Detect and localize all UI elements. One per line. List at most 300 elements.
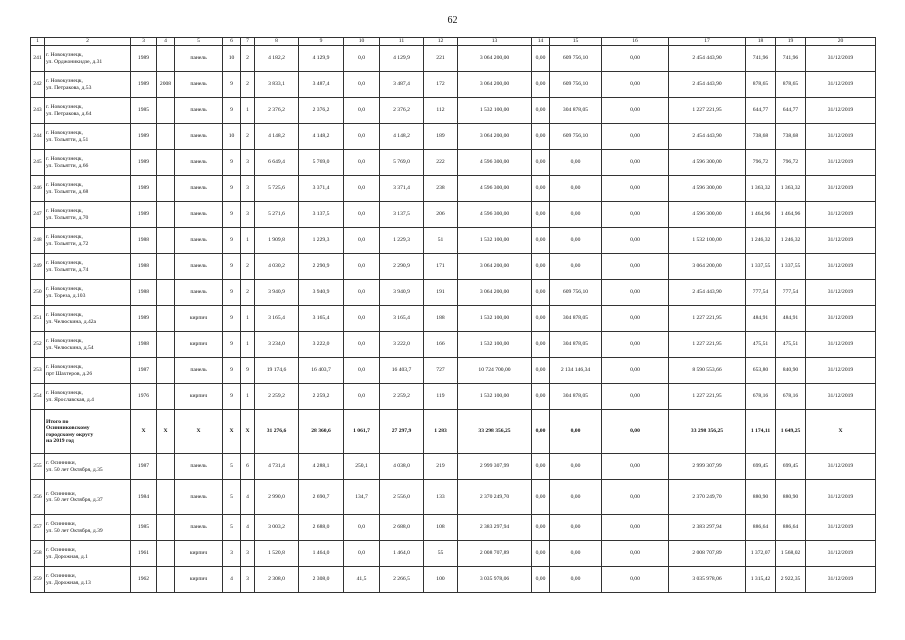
table-cell: 4: [241, 480, 255, 515]
table-cell: 33 298 356,25: [669, 410, 746, 454]
table-cell: 134,7: [344, 480, 380, 515]
table-cell: 304 878,05: [550, 98, 602, 124]
address-cell: г. Новокузнецк, ул. Тольятти, д.68: [45, 176, 131, 202]
table-cell: 1 363,32: [746, 176, 776, 202]
page-number: 62: [447, 15, 458, 26]
table-cell: 1989: [131, 124, 157, 150]
table-cell: 0,0: [344, 98, 380, 124]
table-cell: 0,00: [602, 567, 669, 593]
table-cell: 3 940,9: [299, 280, 344, 306]
table-cell: 5: [223, 454, 241, 480]
table-cell: 4 129,9: [299, 46, 344, 72]
table-cell: 0,00: [550, 541, 602, 567]
table-cell: 2 370 249,70: [458, 480, 532, 515]
table-cell: [157, 254, 175, 280]
table-cell: 257: [31, 515, 45, 541]
table-row: [31, 150, 876, 176]
table-cell: 2 688,0: [299, 515, 344, 541]
table-cell: 0,0: [344, 358, 380, 384]
table-row: [31, 454, 876, 480]
table-cell: 254: [31, 384, 45, 410]
table-cell: 1988: [131, 228, 157, 254]
table-cell: 3 487,4: [299, 72, 344, 98]
table-cell: 5 725,6: [255, 176, 299, 202]
table-cell: 2 999 307,99: [458, 454, 532, 480]
table-cell: 51: [424, 228, 458, 254]
table-cell: 3: [241, 150, 255, 176]
table-cell: [157, 358, 175, 384]
table-cell: 2 290,9: [380, 254, 424, 280]
table-cell: 28 360,6: [299, 410, 344, 454]
column-number-cell: 15: [550, 38, 602, 46]
table-cell: 0,00: [602, 480, 669, 515]
table-cell: 4 030,2: [255, 254, 299, 280]
table-cell: 31/12/2019: [806, 176, 876, 202]
address-cell: г. Новокузнецк, прт Шахтеров, д.26: [45, 358, 131, 384]
table-cell: 1989: [131, 176, 157, 202]
table-cell: 2 008 707,89: [458, 541, 532, 567]
table-cell: 5 769,0: [380, 150, 424, 176]
table-cell: 1: [241, 228, 255, 254]
table-cell: 1 649,25: [776, 410, 806, 454]
table-row: [31, 124, 876, 150]
table-cell: 0,0: [344, 541, 380, 567]
table-cell: 3: [223, 541, 241, 567]
address-cell: г. Новокузнецк, ул. Ярославская, д.4: [45, 384, 131, 410]
table-cell: 2 383 297,94: [458, 515, 532, 541]
table-cell: 3 487,4: [380, 72, 424, 98]
table-cell: 1988: [131, 280, 157, 306]
table-cell: 3 234,0: [255, 332, 299, 358]
table-cell: 9: [223, 202, 241, 228]
table-cell: панель: [175, 515, 223, 541]
table-cell: 699,45: [776, 454, 806, 480]
table-cell: 9: [223, 228, 241, 254]
table-cell: 1 315,42: [746, 567, 776, 593]
column-number-cell: 1: [31, 38, 45, 46]
column-number-cell: 8: [255, 38, 299, 46]
table-cell: 8 590 553,66: [669, 358, 746, 384]
table-cell: 33 298 356,25: [458, 410, 532, 454]
table-cell: 4 288,1: [299, 454, 344, 480]
table-cell: 5: [223, 515, 241, 541]
table-cell: 738,68: [746, 124, 776, 150]
table-cell: 2: [241, 254, 255, 280]
table-row: [31, 332, 876, 358]
table-cell: 0,00: [602, 454, 669, 480]
table-cell: X: [806, 410, 876, 454]
table-cell: 609 756,10: [550, 46, 602, 72]
address-cell: г. Новокузнецк, ул. Орджоникидзе, д.31: [45, 46, 131, 72]
table-cell: 166: [424, 332, 458, 358]
table-cell: 9: [223, 98, 241, 124]
table-cell: 10: [223, 46, 241, 72]
table-cell: 251: [31, 306, 45, 332]
table-cell: 9: [223, 358, 241, 384]
table-cell: 1 532 100,00: [458, 98, 532, 124]
table-cell: 3: [241, 541, 255, 567]
table-cell: 2 308,0: [299, 567, 344, 593]
table-cell: 878,65: [776, 72, 806, 98]
table-cell: 1 464,96: [776, 202, 806, 228]
table-cell: 2 454 443,90: [669, 124, 746, 150]
column-number-cell: 13: [458, 38, 532, 46]
table-cell: 727: [424, 358, 458, 384]
table-cell: 171: [424, 254, 458, 280]
table-cell: 2 556,0: [380, 480, 424, 515]
table-cell: 2008: [157, 72, 175, 98]
table-cell: панель: [175, 228, 223, 254]
table-cell: [157, 228, 175, 254]
table-cell: [157, 541, 175, 567]
table-cell: 4 596 300,00: [669, 176, 746, 202]
table-cell: [31, 410, 45, 454]
table-cell: 31/12/2019: [806, 358, 876, 384]
table-cell: 304 878,05: [550, 384, 602, 410]
table-cell: 3 035 978,06: [669, 567, 746, 593]
table-cell: 840,90: [776, 358, 806, 384]
table-cell: 2: [241, 72, 255, 98]
table-cell: 644,77: [746, 98, 776, 124]
table-cell: 304 878,05: [550, 332, 602, 358]
address-cell: г. Новокузнецк, ул. Тольятти, д.51: [45, 124, 131, 150]
table-cell: 0,00: [550, 228, 602, 254]
table-cell: 31/12/2019: [806, 228, 876, 254]
table-cell: 0,00: [602, 515, 669, 541]
table-cell: 1 227 221,95: [669, 332, 746, 358]
table-cell: 1: [241, 384, 255, 410]
table-cell: 0,0: [344, 124, 380, 150]
table-cell: 3 165,4: [255, 306, 299, 332]
table-cell: X: [131, 410, 157, 454]
table-cell: 1: [241, 332, 255, 358]
table-cell: 1989: [131, 72, 157, 98]
table-cell: 4 148,2: [255, 124, 299, 150]
table-cell: панель: [175, 454, 223, 480]
table-cell: 5 271,6: [255, 202, 299, 228]
address-cell: г. Осинники, ул. 50 лет Октября, д.37: [45, 480, 131, 515]
table-cell: кирпич: [175, 332, 223, 358]
table-cell: кирпич: [175, 306, 223, 332]
table-cell: 475,51: [746, 332, 776, 358]
table-cell: 796,72: [746, 150, 776, 176]
table-cell: [157, 124, 175, 150]
table-cell: 6 649,4: [255, 150, 299, 176]
table-row: [31, 46, 876, 72]
table-cell: 31/12/2019: [806, 124, 876, 150]
table-cell: 0,00: [602, 384, 669, 410]
table-cell: 119: [424, 384, 458, 410]
table-cell: 0,00: [550, 150, 602, 176]
table-cell: панель: [175, 150, 223, 176]
table-cell: 886,64: [776, 515, 806, 541]
table-cell: 475,51: [776, 332, 806, 358]
table-cell: 1 532 100,00: [458, 306, 532, 332]
table-cell: [157, 202, 175, 228]
table-cell: 1 229,3: [380, 228, 424, 254]
table-row: [31, 480, 876, 515]
column-number-cell: 18: [746, 38, 776, 46]
table-cell: 0,00: [532, 72, 550, 98]
table-cell: 108: [424, 515, 458, 541]
table-cell: [157, 306, 175, 332]
table-cell: 4 596 300,00: [458, 150, 532, 176]
table-cell: 653,80: [746, 358, 776, 384]
table-row: [31, 176, 876, 202]
table-cell: 16 403,7: [380, 358, 424, 384]
column-number-cell: 19: [776, 38, 806, 46]
table-cell: 0,00: [532, 150, 550, 176]
table-cell: 221: [424, 46, 458, 72]
address-cell: г. Осинники, ул. 50 лет Октября, д.35: [45, 454, 131, 480]
table-cell: панель: [175, 202, 223, 228]
table-cell: 242: [31, 72, 45, 98]
table-cell: кирпич: [175, 384, 223, 410]
table-cell: 1 227 221,95: [669, 306, 746, 332]
table-row: [31, 254, 876, 280]
table-cell: 4 148,2: [299, 124, 344, 150]
table-cell: 1 532 100,00: [458, 228, 532, 254]
table-cell: 741,96: [776, 46, 806, 72]
table-cell: 10 724 700,00: [458, 358, 532, 384]
table-cell: 2 990,0: [255, 480, 299, 515]
table-cell: 3 003,2: [255, 515, 299, 541]
table-row: [31, 228, 876, 254]
table-cell: 4 596 300,00: [458, 176, 532, 202]
table-cell: 248: [31, 228, 45, 254]
table-cell: 4 596 300,00: [458, 202, 532, 228]
table-cell: 31/12/2019: [806, 515, 876, 541]
table-cell: 699,45: [746, 454, 776, 480]
table-cell: 1 532 100,00: [458, 332, 532, 358]
table-row: [31, 306, 876, 332]
table-cell: 0,00: [550, 480, 602, 515]
table-cell: 16 403,7: [299, 358, 344, 384]
table-cell: 31/12/2019: [806, 280, 876, 306]
table-cell: 0,00: [532, 228, 550, 254]
table-cell: 6: [241, 454, 255, 480]
table-cell: 9: [223, 280, 241, 306]
table-cell: 31/12/2019: [806, 98, 876, 124]
table-cell: 241: [31, 46, 45, 72]
table-cell: 484,91: [746, 306, 776, 332]
table-cell: 0,0: [344, 228, 380, 254]
table-cell: 1988: [131, 254, 157, 280]
table-cell: 31/12/2019: [806, 150, 876, 176]
table-cell: 9: [223, 254, 241, 280]
table-cell: 0,00: [532, 384, 550, 410]
table-cell: 9: [223, 72, 241, 98]
table-cell: 878,65: [746, 72, 776, 98]
address-cell: г. Новокузнецк, ул. Челюскина, д.54: [45, 332, 131, 358]
table-cell: [157, 98, 175, 124]
table-cell: 1 174,11: [746, 410, 776, 454]
address-cell: Итого по Осинниковскому городскому округу на 2019 год: [45, 410, 131, 454]
table-row: [31, 541, 876, 567]
table-cell: [157, 480, 175, 515]
table-cell: 100: [424, 567, 458, 593]
column-number-cell: 14: [532, 38, 550, 46]
table-cell: 0,0: [344, 202, 380, 228]
table-cell: X: [241, 410, 255, 454]
table-cell: 219: [424, 454, 458, 480]
table-cell: 2: [241, 46, 255, 72]
table-cell: 238: [424, 176, 458, 202]
table-cell: 31/12/2019: [806, 332, 876, 358]
column-number-cell: 20: [806, 38, 876, 46]
table-cell: 31/12/2019: [806, 46, 876, 72]
table-cell: X: [223, 410, 241, 454]
table-cell: 9: [223, 384, 241, 410]
column-number-cell: 12: [424, 38, 458, 46]
table-cell: 2 370 249,70: [669, 480, 746, 515]
table-cell: 2: [241, 280, 255, 306]
table-cell: 0,00: [532, 306, 550, 332]
table-cell: 3 064 200,00: [458, 280, 532, 306]
address-cell: г. Новокузнецк, ул. Петракова, д.64: [45, 98, 131, 124]
address-cell: г. Новокузнецк, ул. Тореза, д.103: [45, 280, 131, 306]
address-cell: г. Новокузнецк, ул. Тольятти, д.70: [45, 202, 131, 228]
table-cell: 1987: [131, 358, 157, 384]
table-cell: 2 308,0: [255, 567, 299, 593]
table-cell: 1 532 100,00: [669, 228, 746, 254]
table-cell: [157, 176, 175, 202]
table-cell: 0,00: [550, 176, 602, 202]
table-cell: 31/12/2019: [806, 384, 876, 410]
table-cell: 19 174,6: [255, 358, 299, 384]
table-cell: панель: [175, 358, 223, 384]
table-cell: 247: [31, 202, 45, 228]
table-cell: 0,0: [344, 384, 380, 410]
table-cell: 2 454 443,90: [669, 46, 746, 72]
table-cell: [157, 280, 175, 306]
table-cell: 188: [424, 306, 458, 332]
table-cell: 777,54: [776, 280, 806, 306]
table-row: [31, 202, 876, 228]
table-cell: 3 165,4: [299, 306, 344, 332]
table-cell: 0,00: [602, 124, 669, 150]
table-cell: 31/12/2019: [806, 567, 876, 593]
table-cell: 206: [424, 202, 458, 228]
table-cell: панель: [175, 176, 223, 202]
table-cell: 243: [31, 98, 45, 124]
table-cell: 0,00: [602, 72, 669, 98]
table-cell: 3: [241, 567, 255, 593]
table-cell: 741,96: [746, 46, 776, 72]
table-cell: 1989: [131, 202, 157, 228]
table-cell: 1 464,0: [299, 541, 344, 567]
table-cell: 2 922,35: [776, 567, 806, 593]
column-number-cell: 7: [241, 38, 255, 46]
subtotal-row: [31, 410, 876, 454]
table-cell: 0,00: [550, 202, 602, 228]
table-cell: 0,00: [602, 254, 669, 280]
table-cell: 4 596 300,00: [669, 202, 746, 228]
table-cell: 0,00: [550, 410, 602, 454]
column-number-cell: 2: [45, 38, 131, 46]
table-cell: 31 276,6: [255, 410, 299, 454]
table-cell: 2 688,0: [380, 515, 424, 541]
table-cell: 2 454 443,90: [669, 72, 746, 98]
table-cell: 0,0: [344, 254, 380, 280]
table-cell: 0,0: [344, 46, 380, 72]
column-number-cell: 9: [299, 38, 344, 46]
table-cell: 1 337,55: [776, 254, 806, 280]
table-cell: 31/12/2019: [806, 480, 876, 515]
column-number-cell: 5: [175, 38, 223, 46]
table-cell: [157, 150, 175, 176]
table-cell: 246: [31, 176, 45, 202]
table-cell: 27 297,9: [380, 410, 424, 454]
table-cell: 31/12/2019: [806, 306, 876, 332]
table-cell: 0,00: [532, 480, 550, 515]
table-cell: панель: [175, 72, 223, 98]
table-cell: 133: [424, 480, 458, 515]
table-cell: 31/12/2019: [806, 72, 876, 98]
table-cell: 644,77: [776, 98, 806, 124]
table-cell: 222: [424, 150, 458, 176]
column-number-cell: 17: [669, 38, 746, 46]
table-cell: 172: [424, 72, 458, 98]
table-cell: 1987: [131, 454, 157, 480]
table-cell: [157, 46, 175, 72]
table-cell: 1 372,07: [746, 541, 776, 567]
table-cell: 0,0: [344, 515, 380, 541]
table-cell: 1 229,3: [299, 228, 344, 254]
table-cell: 0,00: [602, 410, 669, 454]
table-cell: [157, 515, 175, 541]
table-cell: 0,00: [532, 176, 550, 202]
table-cell: 0,00: [532, 515, 550, 541]
table-cell: 0,00: [532, 541, 550, 567]
table-cell: панель: [175, 480, 223, 515]
table-cell: 4 731,4: [255, 454, 299, 480]
table-cell: 0,0: [344, 150, 380, 176]
table-cell: 609 756,10: [550, 72, 602, 98]
table-cell: [157, 332, 175, 358]
table-cell: 1 283: [424, 410, 458, 454]
table-cell: 2 454 443,90: [669, 280, 746, 306]
table-cell: 4: [241, 515, 255, 541]
column-number-row: [31, 38, 876, 46]
table-cell: 5: [223, 480, 241, 515]
table-cell: 252: [31, 332, 45, 358]
table-cell: 258: [31, 541, 45, 567]
table-cell: 4 129,9: [380, 46, 424, 72]
table-cell: 9: [223, 332, 241, 358]
table-cell: 253: [31, 358, 45, 384]
table-cell: 112: [424, 98, 458, 124]
table-cell: 0,00: [532, 332, 550, 358]
address-cell: г. Новокузнецк, ул. Челюскина, д.42а: [45, 306, 131, 332]
table-cell: 4 596 300,00: [669, 150, 746, 176]
table-cell: 796,72: [776, 150, 806, 176]
table-cell: 0,00: [532, 358, 550, 384]
table-cell: 259: [31, 567, 45, 593]
table-cell: 3 064 200,00: [458, 124, 532, 150]
table-cell: панель: [175, 46, 223, 72]
table-cell: 1 227 221,95: [669, 98, 746, 124]
table-cell: 250: [31, 280, 45, 306]
table-cell: 4 182,2: [255, 46, 299, 72]
table-cell: 1 568,02: [776, 541, 806, 567]
table-cell: 886,64: [746, 515, 776, 541]
table-cell: 678,16: [776, 384, 806, 410]
table-cell: 191: [424, 280, 458, 306]
table-cell: 1: [241, 98, 255, 124]
table-cell: 10: [223, 124, 241, 150]
table-cell: 880,90: [746, 480, 776, 515]
